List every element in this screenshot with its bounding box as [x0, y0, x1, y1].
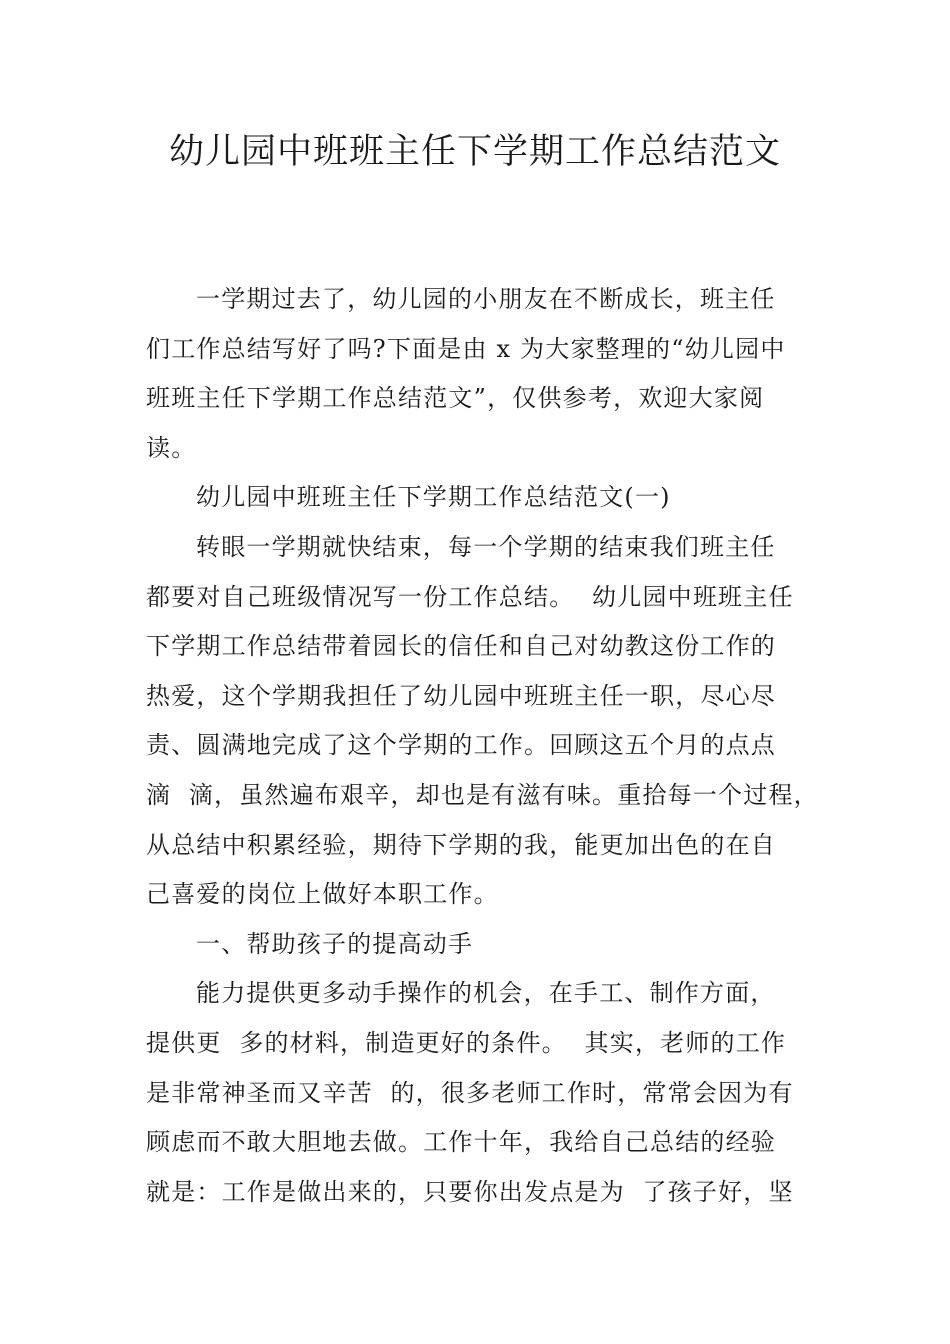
document-body: [146, 275, 826, 1217]
paragraph-line: 转眼一学期就快结束，每一个学期的结束我们班主任: [196, 532, 776, 561]
paragraph-line: 责、圆满地完成了这个学期的工作。回顾这五个月的点点: [146, 731, 776, 760]
paragraph-line: 一学期过去了，幼儿园的小朋友在不断成长，班主任: [196, 285, 776, 313]
paragraph-line: 顾虑而不敢大胆地去做。工作十年，我给自己总结的经验: [146, 1128, 776, 1157]
paragraph-line: 班班主任下学期工作总结范文”，仅供参考，欢迎大家阅: [146, 384, 765, 413]
paragraph-line: 幼儿园中班班主任下学期工作总结范文(一): [196, 483, 671, 512]
paragraph-line: 滴 滴，虽然遍布艰辛，却也是有滋有味。重拾每一个过程，: [146, 780, 819, 809]
paragraph-line: 能力提供更多动手操作的机会，在手工、制作方面，: [196, 979, 776, 1008]
paragraph-line: 都要对自己班级情况写一份工作总结。 幼儿园中班班主任: [146, 582, 794, 611]
paragraph-line: 是非常神圣而又辛苦 的，很多老师工作时，常常会因为有: [146, 1078, 794, 1107]
paragraph-line: 从总结中积累经验，期待下学期的我，能更加出色的在自: [146, 830, 776, 859]
paragraph-line: 读。: [146, 433, 197, 462]
paragraph-line: 热爱，这个学期我担任了幼儿园中班班主任一职，尽心尽: [146, 681, 776, 710]
paragraph-line: 提供更 多的材料，制造更好的条件。 其实，老师的工作: [146, 1028, 787, 1057]
paragraph-line: 己喜爱的岗位上做好本职工作。: [146, 880, 499, 909]
paragraph-line: 就是：工作是做出来的，只要你出发点是为 了孩子好，坚: [146, 1177, 794, 1206]
paragraph-line: 下学期工作总结带着园长的信任和自己对幼教这份工作的: [146, 632, 776, 661]
paragraph-line: 们工作总结写好了吗?下面是由 x 为大家整理的“幼儿园中: [146, 334, 786, 363]
paragraph-line: 一、帮助孩子的提高动手: [196, 929, 474, 958]
document-title: 幼儿园中班班主任下学期工作总结范文: [168, 132, 781, 172]
